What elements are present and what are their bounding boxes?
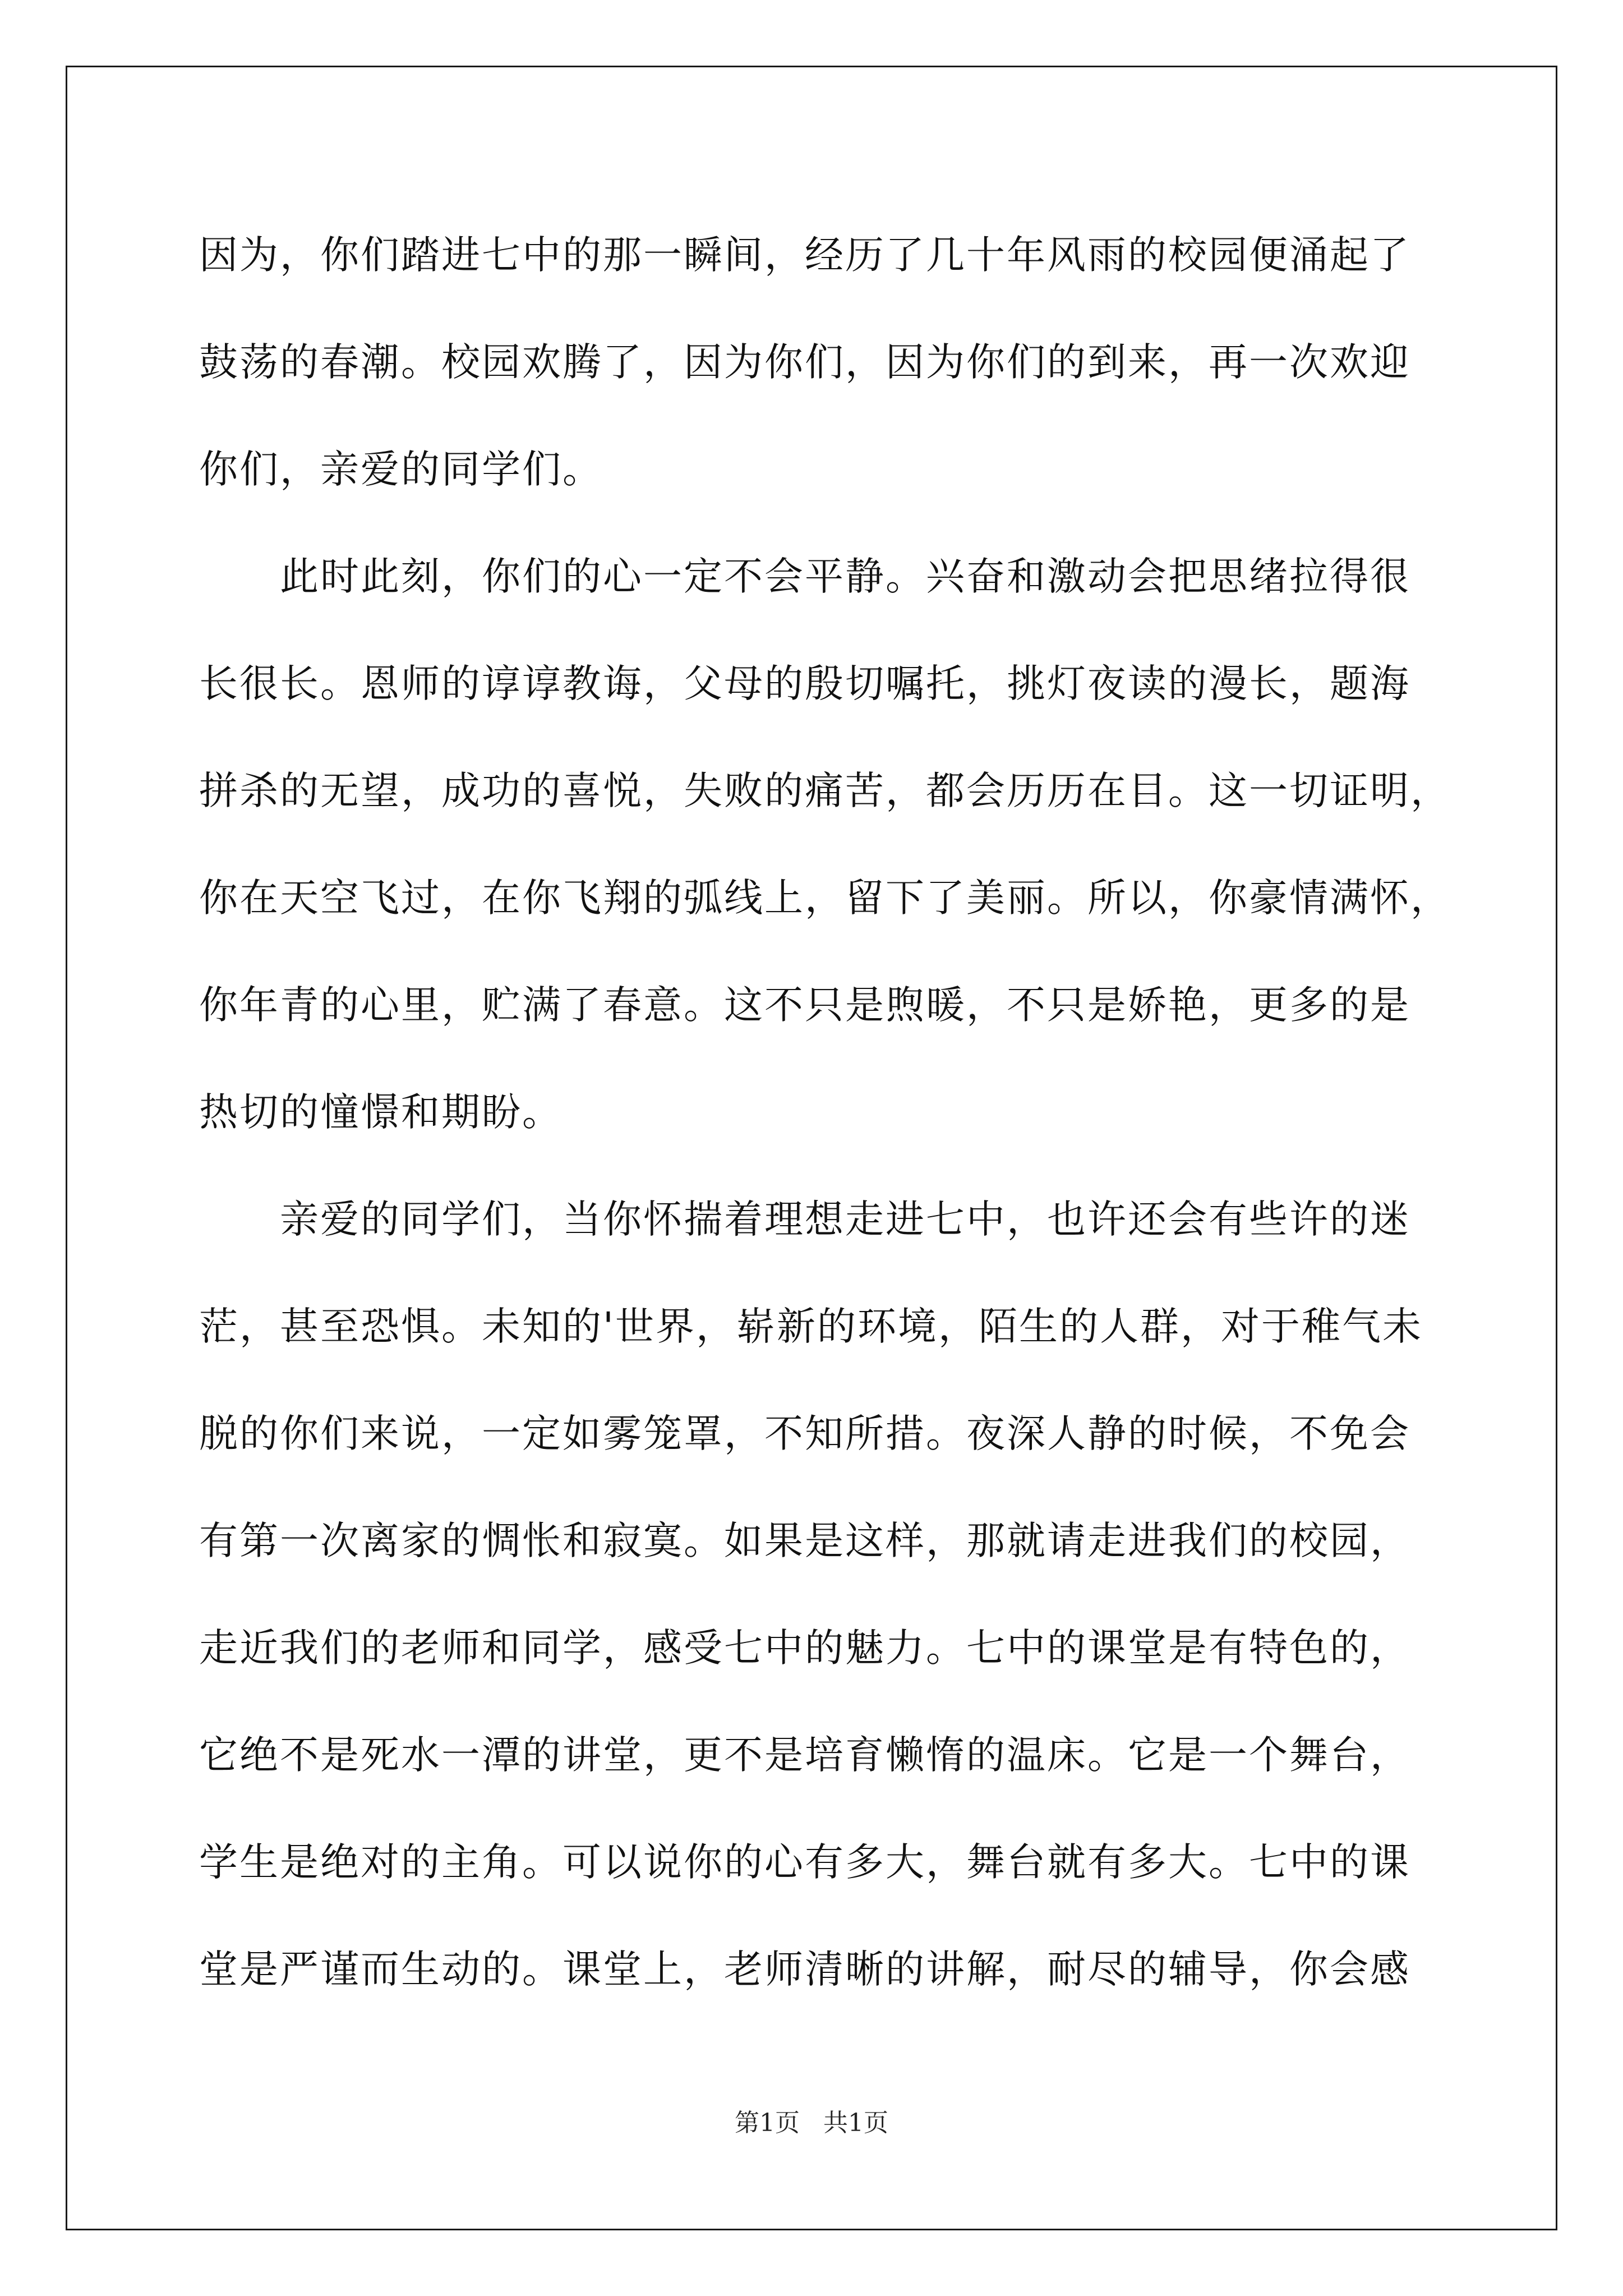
text-line: 长很长。恩师的谆谆教诲，父母的殷切嘱托，挑灯夜读的漫长，题海	[199, 661, 1410, 706]
text-line: 有第一次离家的惆怅和寂寞。如果是这样，那就请走进我们的校园，	[199, 1519, 1410, 1563]
text-line: 走近我们的老师和同学，感受七中的魅力。七中的课堂是有特色的，	[199, 1626, 1410, 1671]
page-total: 共1页	[823, 2109, 888, 2137]
text-line: 拼杀的无望，成功的喜悦，失败的痛苦，都会历历在目。这一切证明，	[199, 769, 1451, 813]
text-line: 你年青的心里，贮满了春意。这不只是煦暖，不只是娇艳，更多的是	[199, 983, 1410, 1028]
text-line: 因为，你们踏进七中的那一瞬间，经历了几十年风雨的校园便涌起了	[199, 233, 1410, 278]
text-line: 学生是绝对的主角。可以说你的心有多大，舞台就有多大。七中的课	[199, 1840, 1410, 1885]
page-footer	[0, 2102, 1623, 2138]
text-line: 此时此刻，你们的心一定不会平静。兴奋和激动会把思绪拉得很	[199, 554, 1410, 599]
text-line: 它绝不是死水一潭的讲堂，更不是培育懒惰的温床。它是一个舞台，	[199, 1733, 1410, 1778]
page-number: 第1页	[735, 2109, 800, 2137]
text-line: 鼓荡的春潮。校园欢腾了，因为你们，因为你们的到来，再一次欢迎	[199, 340, 1410, 385]
text-line: 脱的你们来说，一定如雾笼罩，不知所措。夜深人静的时候，不免会	[199, 1411, 1410, 1456]
text-line: 你们，亲爱的同学们。	[199, 447, 603, 492]
document-body	[199, 202, 1461, 2023]
text-line: 茫，甚至恐惧。未知的'世界，崭新的环境，陌生的人群，对于稚气未	[199, 1304, 1423, 1349]
text-line: 亲爱的同学们，当你怀揣着理想走进七中，也许还会有些许的迷	[199, 1197, 1410, 1242]
text-line: 热切的憧憬和期盼。	[199, 1090, 562, 1135]
text-line: 你在天空飞过，在你飞翔的弧线上，留下了美丽。所以，你豪情满怀，	[199, 876, 1451, 921]
text-line: 堂是严谨而生动的。课堂上，老师清晰的讲解，耐尽的辅导，你会感	[199, 1947, 1410, 1992]
